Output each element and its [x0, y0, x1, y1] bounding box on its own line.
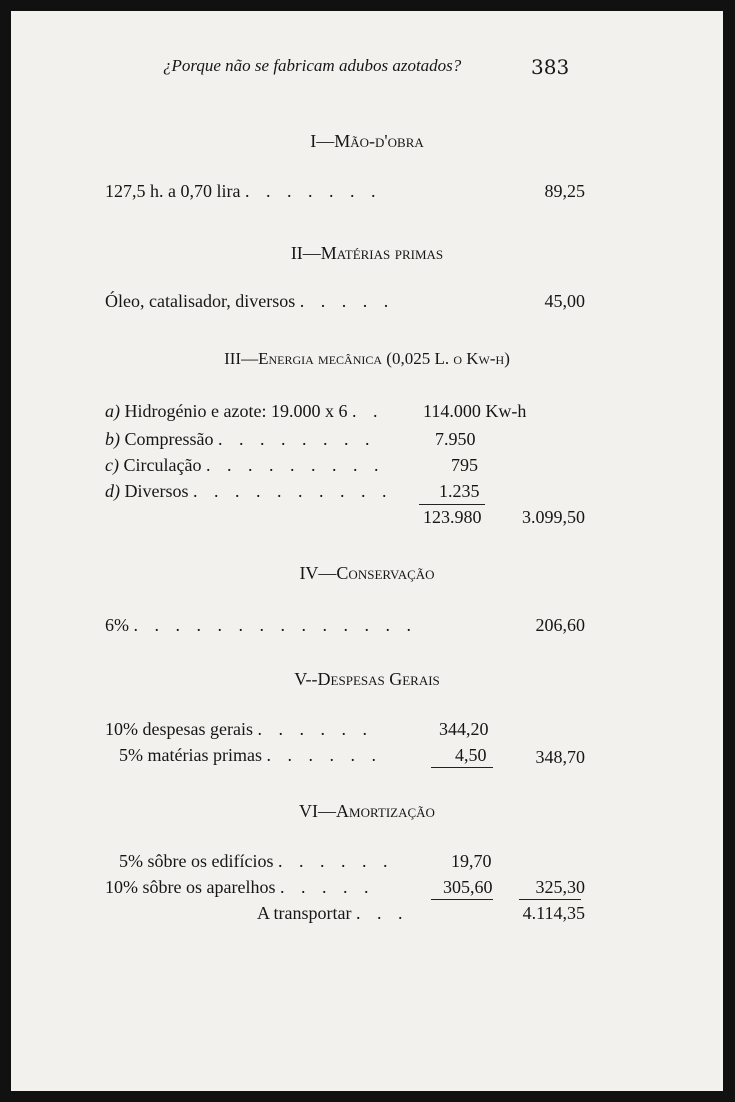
leader-dots: . . . . . — [279, 877, 375, 897]
section-heading-labour: I—Mão-d'obra — [310, 131, 424, 151]
row-energy-d — [105, 481, 393, 502]
row-label: Hidrogénio e azote: 19.000 x 6 — [124, 401, 348, 421]
row-letter: c) — [105, 455, 119, 475]
row-energy-b-mid: 7.950 — [435, 429, 476, 449]
row-label: 127,5 h. a 0,70 lira — [105, 181, 241, 201]
row-label: 10% sôbre os aparelhos — [105, 877, 276, 897]
row-label: 10% despesas gerais — [105, 719, 253, 739]
row-label: Circulação — [123, 455, 202, 475]
row-letter: d) — [105, 481, 120, 501]
row-raw-materials-label — [105, 291, 394, 312]
row-general-expenses-total: 348,70 — [535, 747, 585, 767]
row-label: A transportar — [257, 903, 352, 923]
leader-dots: . . . . . . . . . . . . . . — [133, 615, 417, 635]
row-amortization-total: 325,30 — [535, 877, 585, 897]
row-label: 5% matérias primas — [119, 745, 262, 765]
row-label: Compressão — [124, 429, 214, 449]
row-general-expenses-2-mid: 4,50 — [455, 745, 487, 765]
row-conservation-label — [105, 615, 417, 636]
row-energy-a — [105, 401, 383, 422]
row-energy-subtotal: 123.980 — [423, 507, 482, 527]
row-amortization-2 — [105, 877, 374, 898]
row-amortization-2-mid: 305,60 — [443, 877, 493, 897]
row-amortization-1 — [119, 851, 393, 872]
row-energy-c — [105, 455, 384, 476]
leader-dots: . . . . . . . . . . — [193, 481, 393, 501]
row-carry-forward-total: 4.114,35 — [522, 903, 585, 923]
row-labour-total: 89,25 — [544, 181, 585, 201]
row-label: 6% — [105, 615, 129, 635]
leader-dots: . . . . . . — [257, 719, 373, 739]
leader-dots: . . — [351, 401, 384, 421]
section-heading-amortization: VI—Amortização — [299, 801, 435, 821]
row-energy-b — [105, 429, 376, 450]
subtotal-rule — [431, 767, 493, 768]
leader-dots: . . . . . . . . . — [205, 455, 385, 475]
row-label: 5% sôbre os edifícios — [119, 851, 274, 871]
subtotal-rule — [431, 899, 493, 900]
row-carry-forward — [257, 903, 408, 924]
row-energy-a-mid: 114.000 Kw-h — [423, 401, 527, 421]
total-rule — [519, 899, 581, 900]
page — [11, 11, 723, 1091]
row-energy-total: 3.099,50 — [522, 507, 585, 527]
leader-dots: . . . . . . . . — [218, 429, 376, 449]
row-general-expenses-1-mid: 344,20 — [439, 719, 489, 739]
section-heading-general-expenses: V--Despesas Gerais — [294, 669, 440, 689]
section-heading-energy: III—Energia mecânica (0,025 L. o Kw-h) — [224, 349, 510, 368]
row-energy-d-mid: 1.235 — [439, 481, 480, 501]
row-label: Óleo, catalisador, diversos — [105, 291, 296, 311]
row-raw-materials-total: 45,00 — [544, 291, 585, 311]
row-letter: a) — [105, 401, 120, 421]
subtotal-rule — [419, 504, 485, 505]
section-heading-raw-materials: II—Matérias primas — [290, 243, 444, 263]
leader-dots: . . . . . . — [277, 851, 394, 871]
row-conservation-total: 206,60 — [535, 615, 585, 635]
row-general-expenses-1 — [105, 719, 373, 740]
leader-dots: . . . . . . . — [244, 181, 382, 201]
row-label: Diversos — [124, 481, 189, 501]
row-amortization-1-mid: 19,70 — [451, 851, 492, 871]
leader-dots: . . . . . — [299, 291, 395, 311]
row-labour-label — [105, 181, 381, 202]
leader-dots: . . . . . . — [266, 745, 382, 765]
running-title: ¿Porque não se fabricam adubos azotados? — [163, 56, 462, 75]
leader-dots: . . . — [355, 903, 409, 923]
row-energy-c-mid: 795 — [451, 455, 478, 475]
page-number: 383 — [531, 55, 570, 79]
row-general-expenses-2 — [119, 745, 382, 766]
row-letter: b) — [105, 429, 120, 449]
section-heading-conservation: IV—Conservação — [299, 563, 435, 583]
